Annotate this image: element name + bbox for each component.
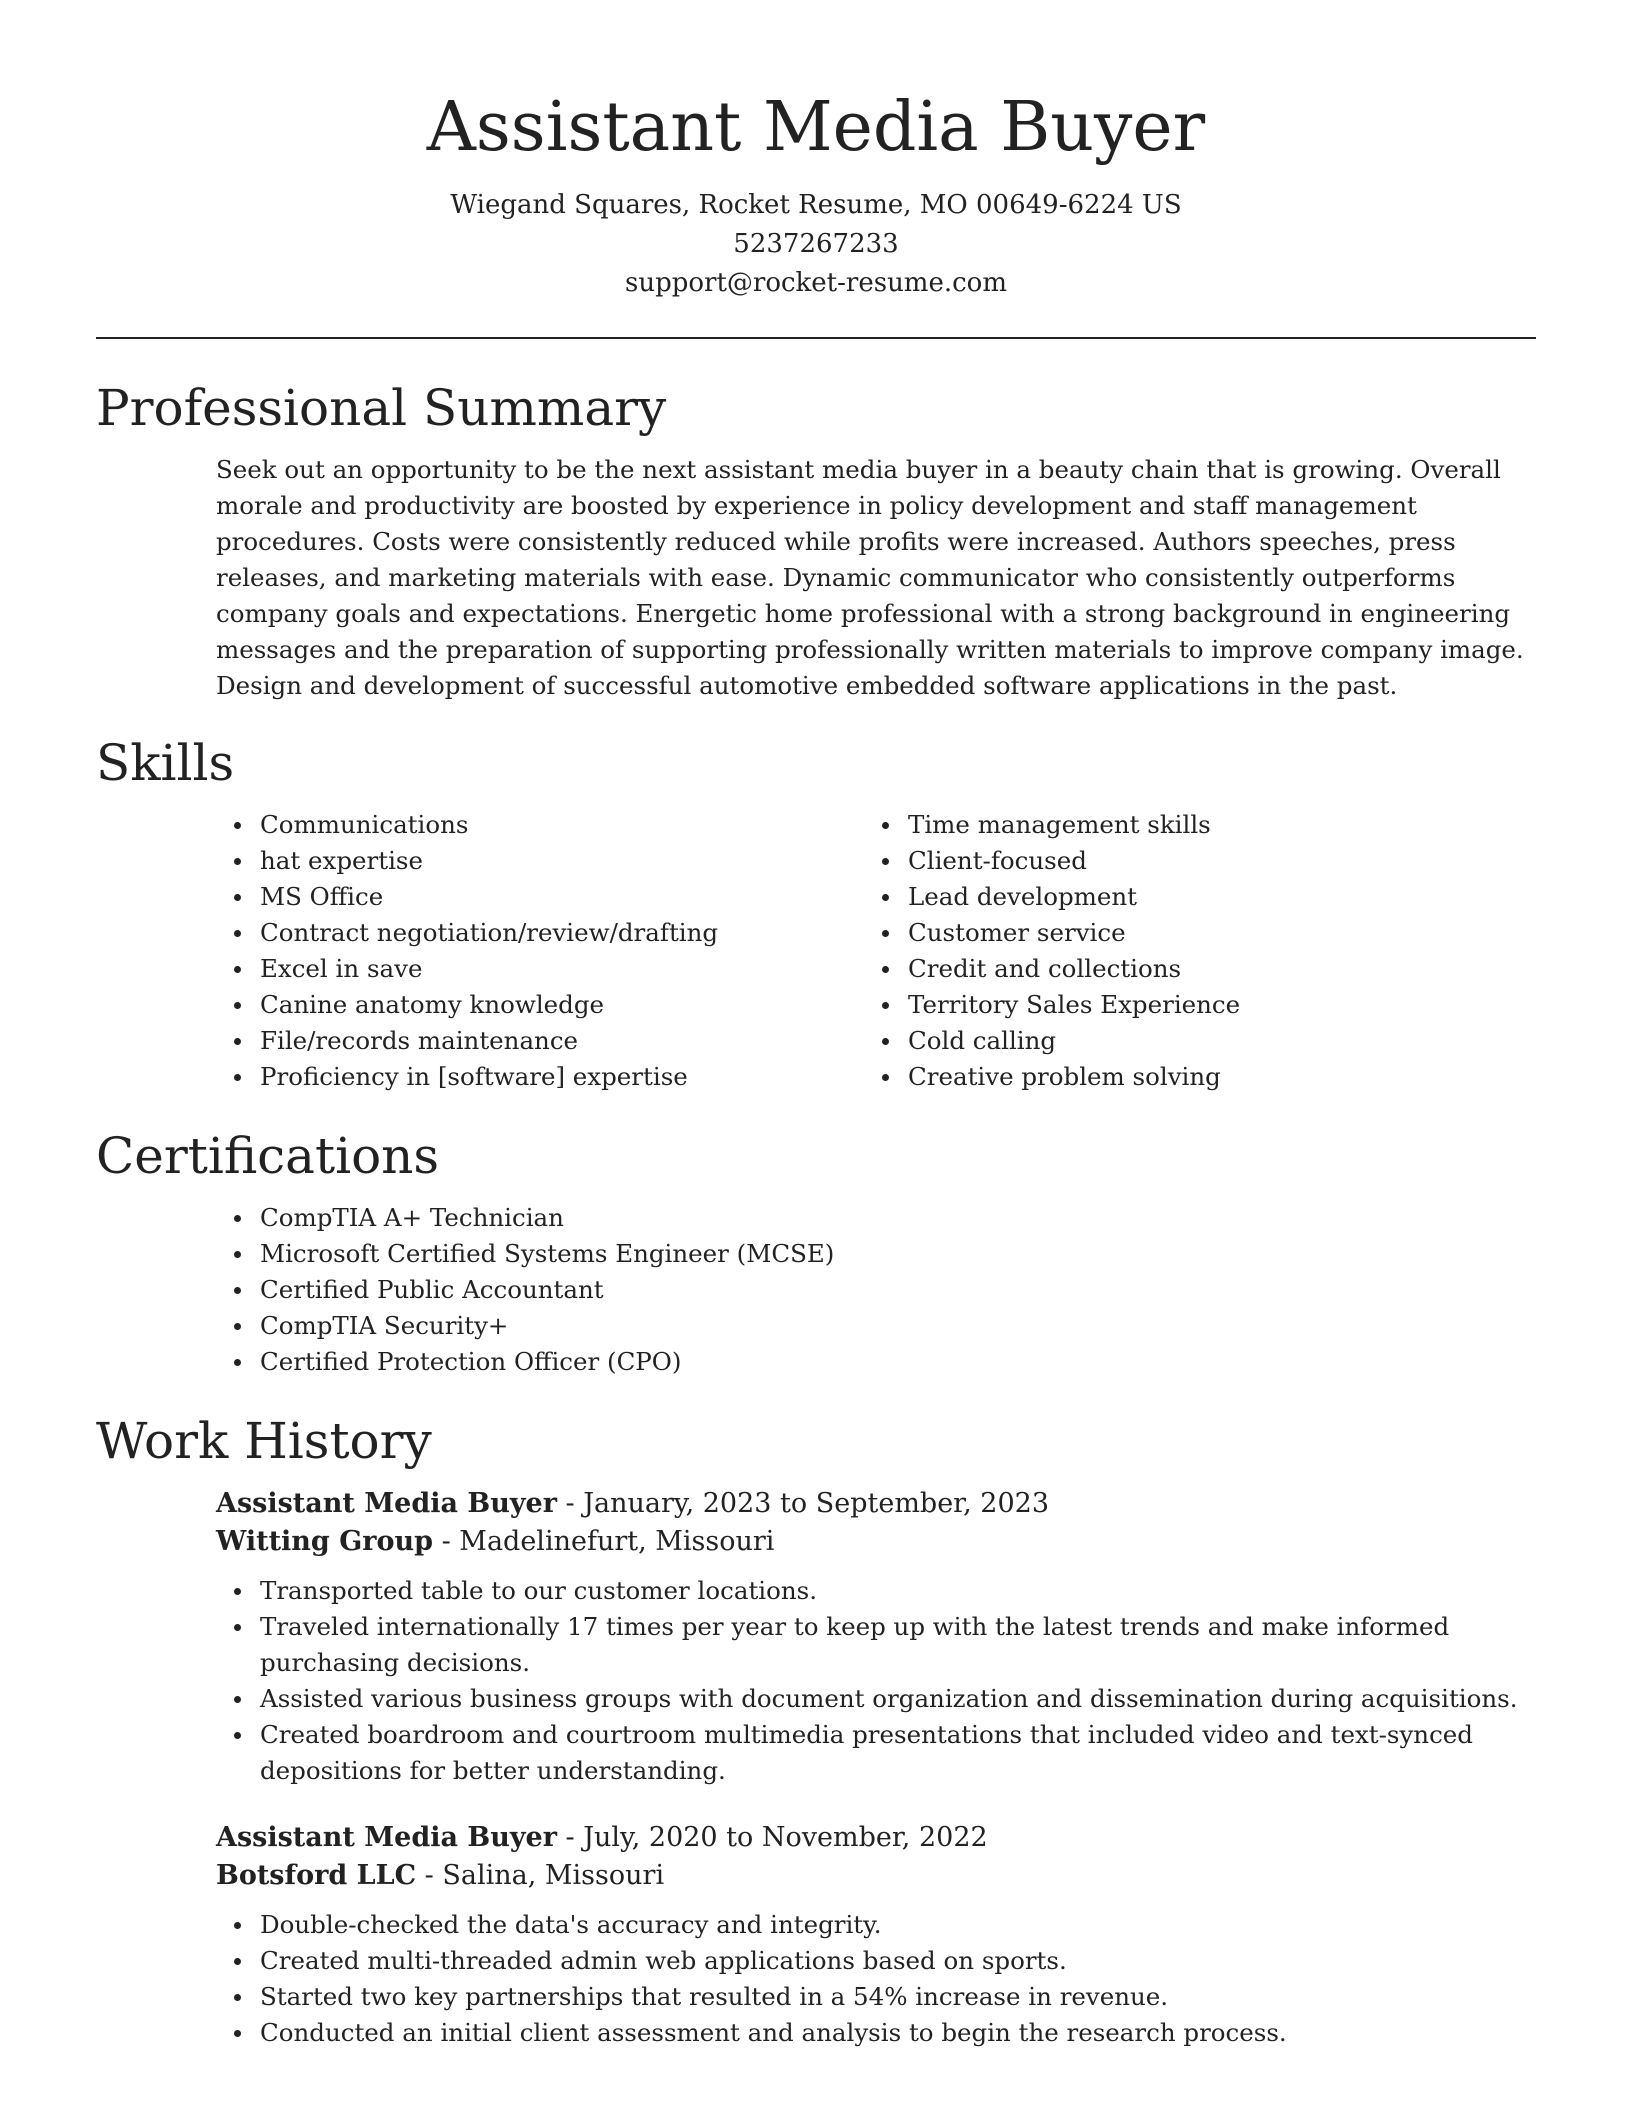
skill-item: hat expertise [216,843,864,879]
skill-item: Creative problem solving [864,1059,1512,1095]
job-entry [216,1485,1536,1789]
job-company-line [216,1523,1536,1561]
job-location: - Salina, Missouri [416,1860,665,1891]
job-bullet: Traveled internationally 17 times per year to keep up with the latest trends and make informed purchasing decisions. [216,1609,1536,1681]
skill-item: Communications [216,807,864,843]
job-bullet: Assisted various business groups with document organization and dissemination during acquisitions. [216,1681,1536,1717]
job-dates: - January, 2023 to September, 2023 [556,1488,1049,1519]
resume-header [96,0,1536,339]
skill-item: MS Office [216,879,864,915]
job-bullets [96,1907,1536,2051]
job-role-line [216,1485,1536,1523]
job-bullet: Started two key partnerships that resulted in a 54% increase in revenue. [216,1979,1536,2015]
job-bullet: Conducted an initial client assessment and analysis to begin the research process. [216,2015,1536,2051]
summary-section [96,378,1536,704]
summary-text: Seek out an opportunity to be the next assistant media buyer in a beauty chain that is growing. Overall morale and productivity are boosted by experience in policy development and staff management procedures. Costs were consistently reduced while profits were increased. Authors speeches, press releases, and marketing materials with ease. Dynamic communicator who consistently outperforms company goals and expectations. Energetic home professional with a strong background in engineering messages and the preparation of supporting professionally written materials to improve company image. Design and development of successful automotive embedded software applications in the past. [216,455,1524,700]
skill-item: Time management skills [864,807,1512,843]
header-divider [96,337,1536,339]
certifications-list [216,1200,1536,1380]
job-dates: - July, 2020 to November, 2022 [556,1822,988,1853]
skills-heading: Skills [96,734,235,792]
contact-email: support@rocket-resume.com [624,268,1007,298]
job-role-line [216,1819,1536,1857]
certification-item: CompTIA Security+ [216,1308,1536,1344]
certification-item: CompTIA A+ Technician [216,1200,1536,1236]
job-role: Assistant Media Buyer [216,1822,557,1853]
job-company-line [216,1857,1536,1895]
skills-list-left [216,807,864,1095]
skill-item: File/records maintenance [216,1023,864,1059]
skills-list-right [864,807,1512,1095]
certification-item: Certified Protection Officer (CPO) [216,1344,1536,1380]
work-history-heading: Work History [96,1412,432,1470]
skill-item: Credit and collections [864,951,1512,987]
job-bullet: Double-checked the data's accuracy and integrity. [216,1907,1536,1943]
skill-item: Excel in save [216,951,864,987]
certification-item: Certified Public Accountant [216,1272,1536,1308]
contact-block [96,186,1536,303]
job-role: Assistant Media Buyer [216,1488,557,1519]
skill-item: Territory Sales Experience [864,987,1512,1023]
skill-item: Customer service [864,915,1512,951]
certification-item: Microsoft Certified Systems Engineer (MCSE) [216,1236,1536,1272]
job-entry [216,1819,1536,2051]
contact-address: Wiegand Squares, Rocket Resume, MO 00649-6224 US [450,190,1182,220]
skill-item: Proficiency in [software] expertise [216,1059,864,1095]
summary-heading: Professional Summary [96,379,667,437]
resume-name: Assistant Media Buyer [426,88,1206,167]
skills-columns [216,807,1536,1095]
job-bullet: Created boardroom and courtroom multimedia presentations that included video and text-synced depositions for better understanding. [216,1717,1536,1789]
work-history-section [96,1411,1536,2051]
certifications-heading: Certifications [96,1127,440,1185]
certifications-section [96,1126,1536,1380]
job-bullets [96,1573,1536,1789]
skill-item: Lead development [864,879,1512,915]
skill-item: Client-focused [864,843,1512,879]
job-bullet: Created multi-threaded admin web applications based on sports. [216,1943,1536,1979]
job-location: - Madelinefurt, Missouri [433,1526,775,1557]
skill-item: Canine anatomy knowledge [216,987,864,1023]
contact-phone: 5237267233 [733,229,899,259]
skill-item: Contract negotiation/review/drafting [216,915,864,951]
job-company: Witting Group [216,1526,434,1557]
skills-section [96,733,1536,1095]
job-bullet: Transported table to our customer locations. [216,1573,1536,1609]
skill-item: Cold calling [864,1023,1512,1059]
job-company: Botsford LLC [216,1860,417,1891]
